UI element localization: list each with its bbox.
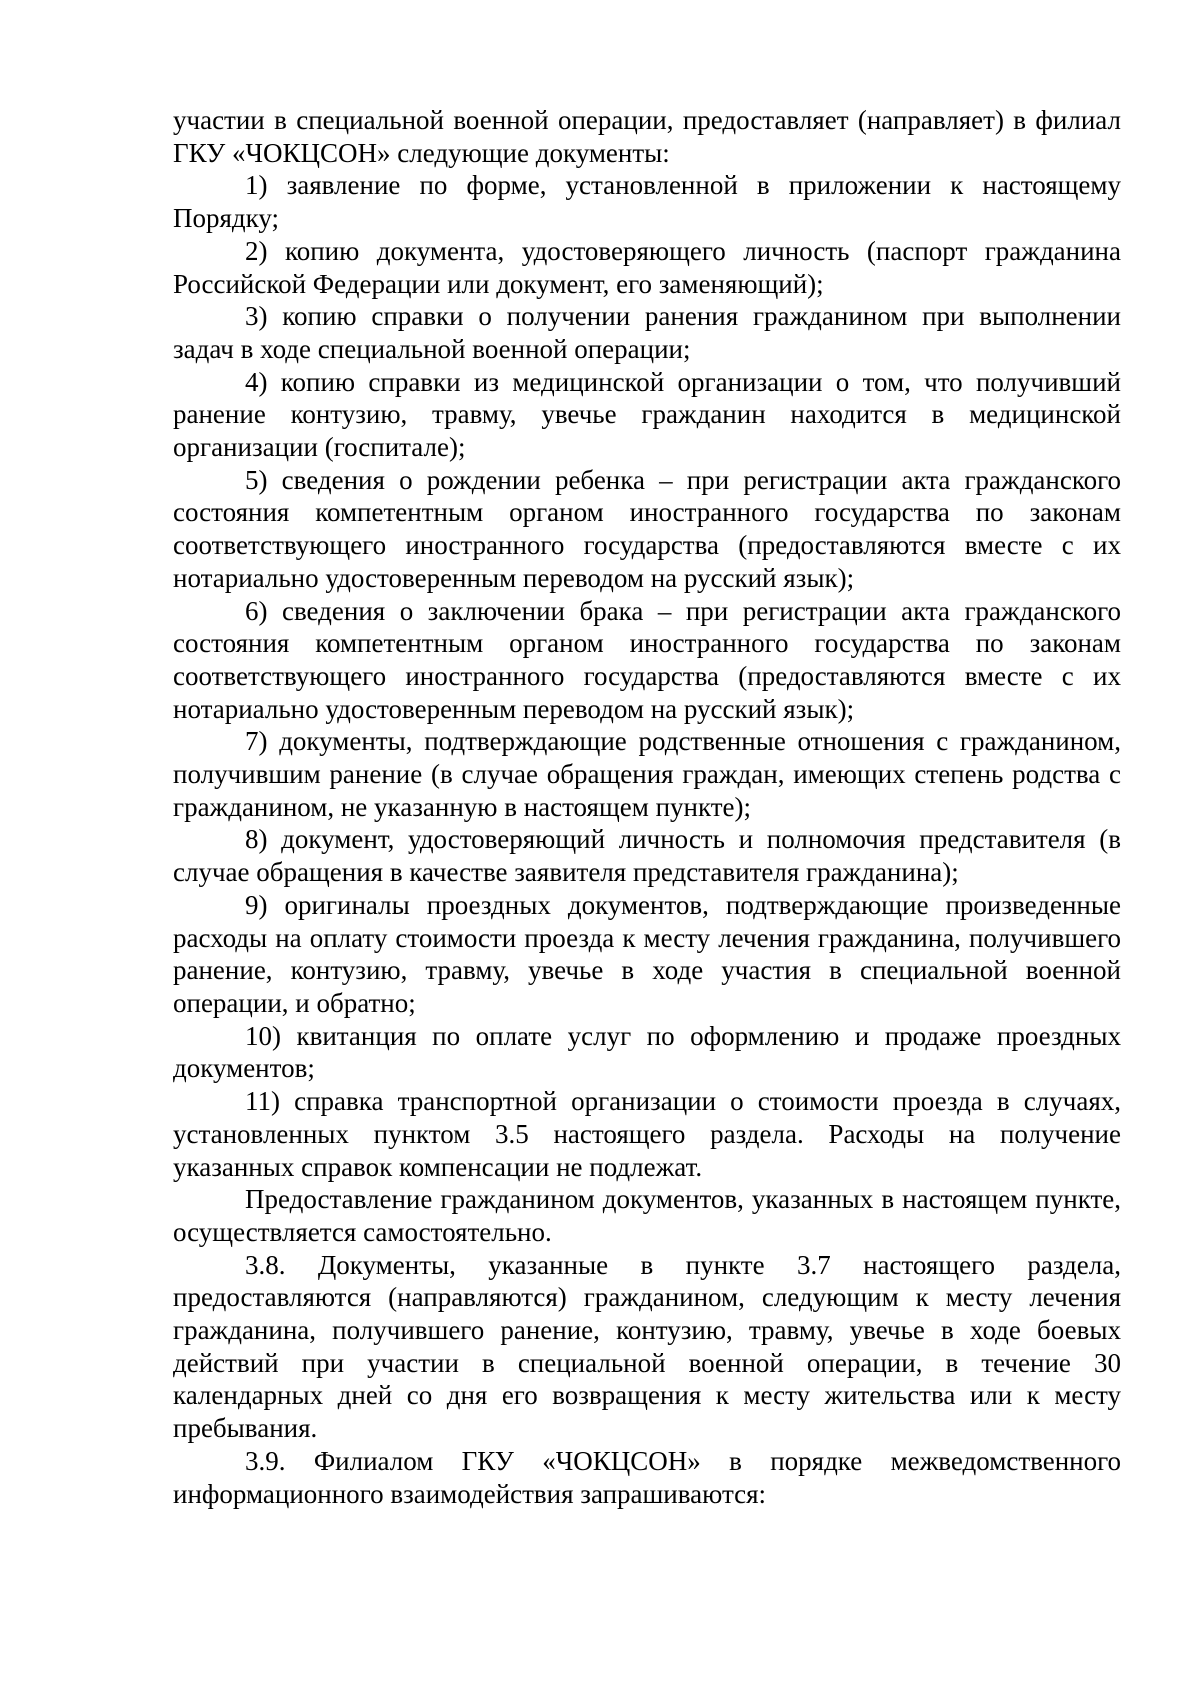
paragraph-item-5: 5) сведения о рождении ребенка – при регистрации акта гражданского состояния компетентным органом иностранного государства по законам соответствующего иностранного государства (предоставляются вместе с их нотариально удостоверенным переводом на русский язык);	[173, 464, 1121, 593]
paragraph-section-3-8: 3.8. Документы, указанные в пункте 3.7 настоящего раздела, предоставляются (направляются) гражданином, следующим к месту лечения гражданина, получившего ранение, контузию, травму, увечье в ходе боевых действий при участии в специальной военной операции, в течение 30 календарных дней со дня его возвращения к месту жительства или к месту пребывания.	[173, 1249, 1121, 1444]
paragraph-item-4: 4) копию справки из медицинской организации о том, что получивший ранение контузию, травму, увечье гражданин находится в медицинской организации (госпитале);	[173, 366, 1121, 463]
paragraph-section-3-9: 3.9. Филиалом ГКУ «ЧОКЦСОН» в порядке межведомственного информационного взаимодействия запрашиваются:	[173, 1445, 1121, 1509]
paragraph-continuation: участии в специальной военной операции, предоставляет (направляет) в филиал ГКУ «ЧОКЦСОН» следующие документы:	[173, 105, 1121, 168]
paragraph-item-1: 1) заявление по форме, установленной в приложении к настоящему Порядку;	[173, 170, 1121, 234]
paragraph-item-11: 11) справка транспортной организации о стоимости проезда в случаях, установленных пунктом 3.5 настоящего раздела. Расходы на получение указанных справок компенсации не подлежат.	[173, 1086, 1121, 1182]
document-page	[173, 104, 1121, 1510]
paragraph-item-3: 3) копию справки о получении ранения гражданином при выполнении задач в ходе специальной военной операции;	[173, 301, 1121, 364]
paragraph-item-7: 7) документы, подтверждающие родственные отношения с гражданином, получившим ранение (в случае обращения граждан, имеющих степень родства с гражданином, не указанную в настоящем пункте);	[173, 726, 1121, 822]
paragraph-item-6: 6) сведения о заключении брака – при регистрации акта гражданского состояния компетентным органом иностранного государства по законам соответствующего иностранного государства (предоставляются вместе с их нотариально удостоверенным переводом на русский язык);	[173, 595, 1121, 724]
paragraph-self-submission: Предоставление гражданином документов, указанных в настоящем пункте, осуществляется самостоятельно.	[173, 1184, 1121, 1247]
paragraph-item-10: 10) квитанция по оплате услуг по оформлению и продаже проездных документов;	[173, 1020, 1121, 1084]
paragraph-item-8: 8) документ, удостоверяющий личность и полномочия представителя (в случае обращения в качестве заявителя представителя гражданина);	[173, 824, 1121, 888]
paragraph-item-9: 9) оригиналы проездных документов, подтверждающие произведенные расходы на оплату стоимости проезда к месту лечения гражданина, получившего ранение, контузию, травму, увечье в ходе участия в специальной военной операции, и обратно;	[173, 889, 1121, 1018]
paragraph-item-2: 2) копию документа, удостоверяющего личность (паспорт гражданина Российской Федерации или документ, его заменяющий);	[173, 235, 1121, 299]
